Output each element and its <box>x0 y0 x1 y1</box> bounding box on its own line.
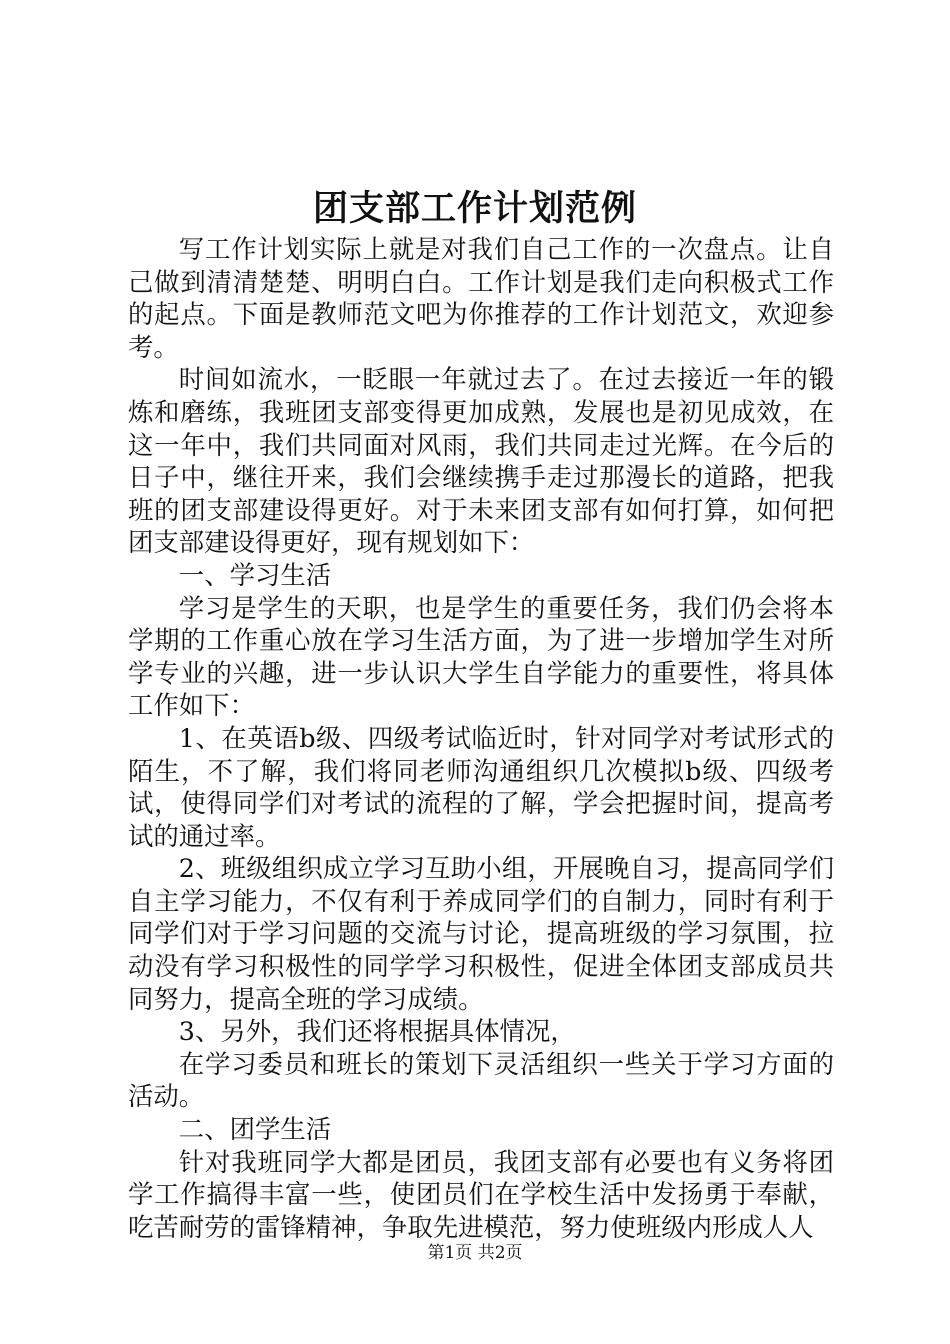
section-heading-league: 二、团学生活 <box>178 1114 332 1145</box>
document-title: 团支部工作计划范例 <box>312 188 637 229</box>
page-footer: 第1页 共2页 <box>427 1243 523 1263</box>
paragraph-league: 针对我班同学大都是团员，我团支部有必要也有义务将团学工作搞得丰富一些，使团员们在学校生活中发扬勇于奉献，吃苦耐劳的雷锋精神，争取先进模范，努力使班级内形成人人 <box>128 1146 834 1242</box>
section-heading-study: 一、学习生活 <box>178 559 332 590</box>
paragraph-intro: 写工作计划实际上就是对我们自己工作的一次盘点。让自己做到清清楚楚、明明白白。工作计划是我们走向积极式工作的起点。下面是教师范文吧为你推荐的工作计划范文，欢迎参考。 <box>128 234 834 362</box>
document-body <box>128 233 834 1243</box>
list-item-1: 1、在英语b级、四级考试临近时，针对同学对考试形式的陌生，不了解，我们将同老师沟通组织几次模拟b级、四级考试，使得同学们对考试的流程的了解，学会把握时间，提高考试的通过率。 <box>128 722 834 851</box>
paragraph-overview: 时间如流水，一眨眼一年就过去了。在过去接近一年的锻炼和磨练，我班团支部变得更加成熟，发展也是初见成效，在这一年中，我们共同面对风雨，我们共同走过光辉。在今后的日子中，继往开来，我们会继续携手走过那漫长的道路，把我班的团支部建设得更好。对于未来团支部有如何打算，如何把团支部建设得更好，现有规划如下： <box>128 364 834 558</box>
list-item-3: 3、另外，我们还将根据具体情况， <box>178 1016 576 1047</box>
paragraph-activities: 在学习委员和班长的策划下灵活组织一些关于学习方面的活动。 <box>128 1048 834 1112</box>
paragraph-study: 学习是学生的天职，也是学生的重要任务，我们仍会将本学期的工作重心放在学习生活方面，为了进一步增加学生对所学专业的兴趣，进一步认识大学生自学能力的重要性，将具体工作如下： <box>128 592 834 721</box>
list-item-2: 2、班级组织成立学习互助小组，开展晚自习，提高同学们自主学习能力，不仅有利于养成同学们的自制力，同时有利于同学们对于学习问题的交流与讨论，提高班级的学习氛围，拉动没有学习积极性的同学学习积极性，促进全体团支部成员共同努力，提高全班的学习成绩。 <box>128 853 834 1014</box>
